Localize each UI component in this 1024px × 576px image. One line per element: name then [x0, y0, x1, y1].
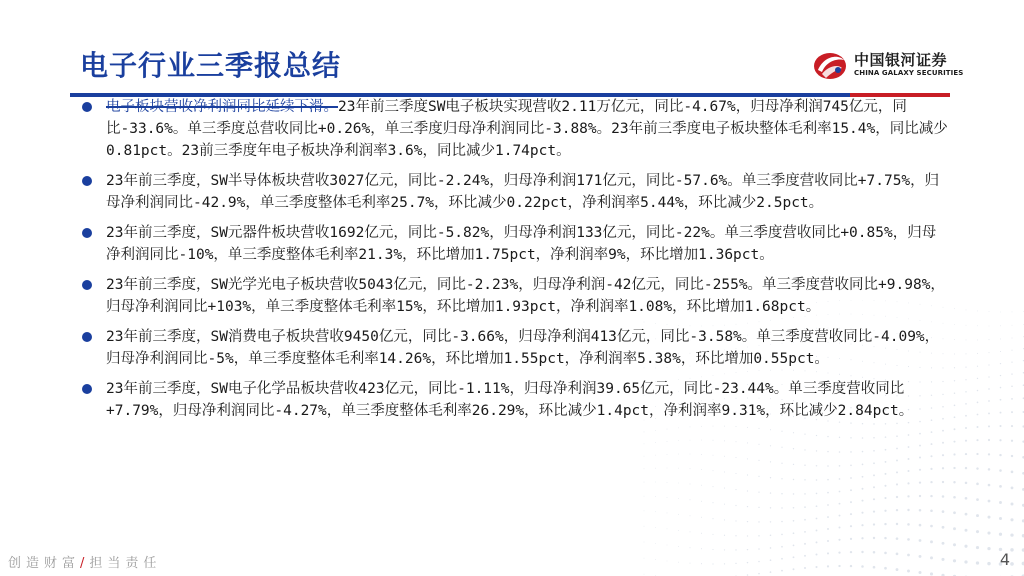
bullet-semiconductor: [80, 170, 950, 214]
logo-english-name: CHINA GALAXY SECURITIES: [854, 69, 964, 77]
brand-logo: [812, 48, 962, 84]
bullet-text: 23年前三季度，SW电子化学品板块营收423亿元，同比-1.11%，归母净利润39.65亿元，同比-23.44%。单三季度营收同比+7.79%，归母净利润同比-4.27%，单三季度整体毛利率26.29%，环比减少1.4pct，净利润率9.31%，环比减少2.84pct。: [106, 381, 914, 419]
bullet-consumer-electronics: [80, 326, 950, 370]
bullet-dot-icon: [82, 384, 92, 394]
bullet-text: 23年前三季度，SW元器件板块营收1692亿元，同比-5.82%，归母净利润133亿元，同比-22%。单三季度营收同比+0.85%，归母净利润同比-10%，单三季度整体毛利率21.3%，环比增加1.75pct，净利润率9%，环比增加1.36pct。: [106, 225, 937, 263]
page-title: 电子行业三季报总结: [80, 49, 342, 82]
footer-slogan: [8, 552, 161, 571]
bullet-text: 23年前三季度，SW光学光电子板块营收5043亿元，同比-2.23%，归母净利润-42亿元，同比-255%。单三季度营收同比+9.98%，归母净利润同比+103%，单三季度整体毛利率15%，环比增加1.93pct，净利润率1.08%，环比增加1.68pct。: [106, 277, 945, 315]
bullet-lead: 电子板块营收净利润同比延续下滑。: [106, 99, 338, 115]
galaxy-logo-icon: [812, 50, 848, 82]
bullet-text: 23年前三季度，SW消费电子板块营收9450亿元，同比-3.66%，归母净利润413亿元，同比-3.58%。单三季度营收同比-4.09%，归母净利润同比-5%，单三季度整体毛利率14.26%，环比增加1.55pct，净利润率5.38%，环比增加0.55pct。: [106, 329, 940, 367]
bullet-dot-icon: [82, 228, 92, 238]
bullet-components: [80, 222, 950, 266]
bullet-electronic-chemicals: [80, 378, 950, 422]
bullet-electronics-overview: [80, 96, 950, 162]
page-number: 4: [999, 550, 1010, 569]
bullet-text: 23年前三季度，SW半导体板块营收3027亿元，同比-2.24%，归母净利润171亿元，同比-57.6%。单三季度营收同比+7.75%，归母净利润同比-42.9%，单三季度整体毛利率25.7%，环比减少0.22pct，净利润率5.44%，环比减少2.5pct。: [106, 173, 940, 211]
logo-chinese-name: 中国银河证券: [854, 51, 948, 69]
slogan-separator: /: [80, 556, 90, 571]
bullet-dot-icon: [82, 280, 92, 290]
bullet-dot-icon: [82, 332, 92, 342]
bullet-dot-icon: [82, 102, 92, 112]
slogan-left: 创造财富: [8, 556, 81, 571]
bullet-dot-icon: [82, 176, 92, 186]
bullet-text: 23年前三季度SW电子板块实现营收2.11万亿元，同比-4.67%，归母净利润745亿元，同比-33.6%。单三季度总营收同比+0.26%，单三季度归母净利润同比-3.88%。23年前三季度电子板块整体毛利率15.4%，同比减少0.81pct。23前三季度年电子板块净利润率3.6%，同比减少1.74pct。: [106, 99, 948, 159]
slogan-right: 担当责任: [89, 556, 162, 571]
summary-bullet-list: [80, 96, 950, 430]
bullet-optoelectronics: [80, 274, 950, 318]
